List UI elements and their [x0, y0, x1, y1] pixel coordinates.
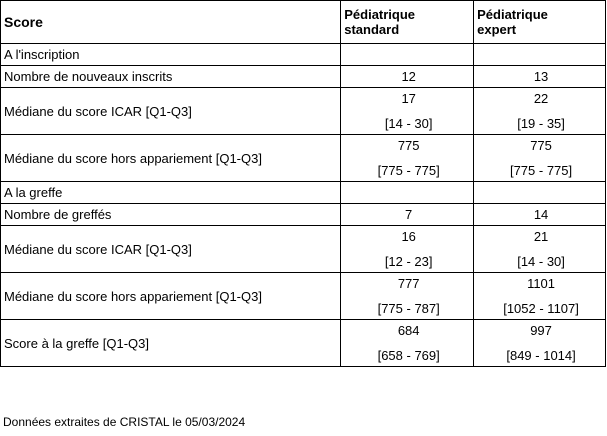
range-value: [775 - 787]	[377, 301, 440, 316]
table-header-row	[1, 1, 606, 44]
range-value: [775 - 775]	[509, 163, 573, 178]
range-value: [14 - 30]	[384, 116, 433, 131]
range-value: [849 - 1014]	[506, 348, 576, 363]
median-value: 684	[397, 323, 420, 338]
value-expert	[474, 273, 606, 320]
row-label: Nombre de greffés	[1, 204, 341, 226]
empty-cell	[474, 182, 606, 204]
empty-cell	[341, 182, 474, 204]
value-standard: 7	[341, 204, 474, 226]
value-expert: 14	[474, 204, 606, 226]
median-value: 775	[530, 138, 552, 153]
header-col2-line2: expert	[477, 22, 517, 37]
row-label: Médiane du score hors appariement [Q1-Q3]	[1, 135, 341, 182]
value-expert	[474, 226, 606, 273]
range-value: [658 - 769]	[377, 348, 440, 363]
section-title-inscription: A l'inscription	[1, 44, 341, 66]
value-standard	[341, 88, 474, 135]
value-expert	[474, 320, 606, 367]
header-col1-line1: Pédiatrique	[344, 7, 416, 22]
table-row	[1, 135, 606, 182]
value-standard	[341, 226, 474, 273]
median-value: 17	[401, 91, 416, 106]
range-value: [12 - 23]	[384, 254, 433, 269]
empty-cell	[474, 44, 606, 66]
row-label: Médiane du score ICAR [Q1-Q3]	[1, 88, 341, 135]
section-title-greffe: A la greffe	[1, 182, 341, 204]
range-value: [14 - 30]	[517, 254, 565, 269]
table-row	[1, 204, 606, 226]
median-value: 16	[401, 229, 416, 244]
header-col1-line2: standard	[344, 22, 400, 37]
row-label: Score à la greffe [Q1-Q3]	[1, 320, 341, 367]
range-value: [775 - 775]	[377, 163, 440, 178]
value-standard: 12	[341, 66, 474, 88]
table-row	[1, 273, 606, 320]
row-label: Nombre de nouveaux inscrits	[1, 66, 341, 88]
value-standard	[341, 135, 474, 182]
median-value: 22	[533, 91, 549, 106]
value-expert: 13	[474, 66, 606, 88]
median-value: 775	[397, 138, 420, 153]
header-pediatrique-expert	[474, 1, 606, 44]
table-row	[1, 66, 606, 88]
median-value: 997	[530, 323, 552, 338]
header-score-label: Score	[1, 1, 341, 44]
empty-cell	[341, 44, 474, 66]
row-label: Médiane du score ICAR [Q1-Q3]	[1, 226, 341, 273]
range-value: [1052 - 1107]	[503, 301, 579, 316]
median-value: 21	[533, 229, 549, 244]
row-label: Médiane du score hors appariement [Q1-Q3]	[1, 273, 341, 320]
header-col2-line1: Pédiatrique	[477, 7, 548, 22]
value-standard	[341, 273, 474, 320]
header-pediatrique-standard	[341, 1, 474, 44]
section-row-greffe	[1, 182, 606, 204]
median-value: 777	[397, 276, 420, 291]
source-footnote: Données extraites de CRISTAL le 05/03/2024	[3, 415, 246, 429]
range-value: [19 - 35]	[517, 116, 565, 131]
table-row	[1, 226, 606, 273]
median-value: 1101	[527, 276, 556, 291]
section-row-inscription	[1, 44, 606, 66]
value-expert	[474, 88, 606, 135]
value-standard	[341, 320, 474, 367]
table-row	[1, 320, 606, 367]
table-row	[1, 88, 606, 135]
value-expert	[474, 135, 606, 182]
